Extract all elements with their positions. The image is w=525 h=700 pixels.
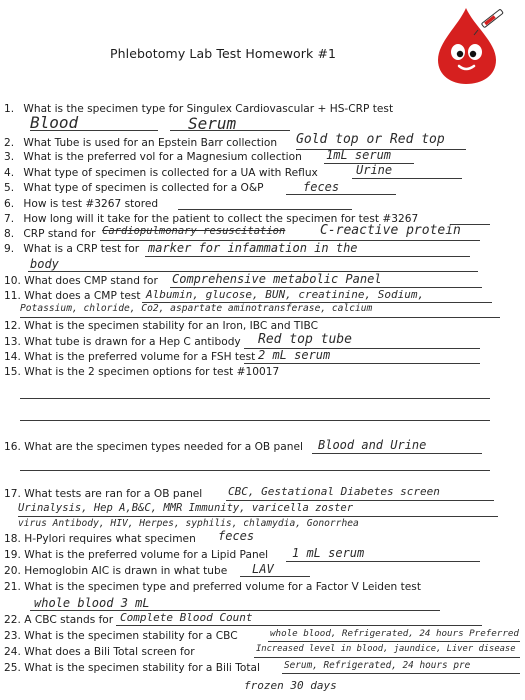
page-title: Phlebotomy Lab Test Homework #1 [110,46,337,61]
answer-line [20,470,490,471]
answer-20: LAV [252,562,274,576]
answer-9a: marker for infammation in the [148,241,358,255]
question-6: 6. How is test #3267 stored [4,198,159,210]
answer-line [286,194,396,195]
answer-1b: Serum [188,114,237,133]
answer-23: whole blood, Refrigerated, 24 hours Preferred [270,628,519,639]
answer-24: Increased level in blood, jaundice, Liver disease [256,644,516,654]
question-19: 19. What is the preferred volume for a Lipid Panel [4,549,269,561]
answer-line [282,673,520,674]
answer-4: Urine [356,163,393,177]
question-18: 18. H-Pylori requires what specimen [4,533,196,545]
answer-17b: Urinalysis, Hep A,B&C, MMR Immunity, varicella zoster [18,502,354,514]
answer-25a: Serum, Refrigerated, 24 hours pre [284,660,471,671]
question-22: 22. A CBC stands for [4,614,114,626]
answer-3: 1mL serum [326,148,392,162]
question-5: 5. What type of specimen is collected for a O&P [4,182,264,194]
answer-17a: CBC, Gestational Diabetes screen [228,485,440,498]
question-7: 7. How long will it take for the patient to collect the specimen for test #3267 [4,213,419,225]
answer-22: Complete Blood Count [120,611,253,624]
answer-11b: Potassium, chloride, Co2, aspartate aminotransferase, calcium [20,303,373,314]
answer-line [20,317,500,318]
answer-18: feces [218,529,255,543]
answer-line [30,130,158,131]
blood-drop-character-icon [428,2,508,86]
answer-21: whole blood 3 mL [34,596,150,610]
question-9: 9. What is a CRP test for [4,243,140,255]
answer-line [240,576,310,577]
answer-2: Gold top or Red top [296,132,445,147]
question-3: 3. What is the preferred vol for a Magnesium collection [4,151,302,163]
answer-line [178,209,352,210]
answer-line [145,256,470,257]
answer-line [170,130,290,131]
answer-1a: Blood [30,113,79,132]
question-24: 24. What does a Bili Total screen for [4,646,195,658]
answer-10: Comprehensive metabolic Panel [172,272,382,286]
answer-line [20,398,490,399]
question-20: 20. Hemoglobin AIC is drawn in what tube [4,565,228,577]
question-1: 1. What is the specimen type for Singulex Cardiovascular + HS-CRP test [4,103,394,115]
answer-8: C-reactive protein [320,223,461,238]
answer-line [244,363,480,364]
answer-16: Blood and Urine [318,438,427,452]
answer-25b: frozen 30 days [244,679,337,692]
answer-line [18,516,498,517]
answer-8-struck: Cardiopulmonary resuscitation [102,225,286,237]
answer-line [116,625,482,626]
question-17: 17. What tests are ran for a OB panel [4,488,203,500]
answer-19: 1 mL serum [292,546,365,560]
question-21: 21. What is the specimen type and preferred volume for a Factor V Leiden test [4,581,421,593]
answer-17c: virus Antibody, HIV, Herpes, syphilis, chlamydia, Gonorrhea [18,518,359,529]
answer-9b: body [30,257,59,271]
question-10: 10. What does CMP stand for [4,275,158,287]
question-12: 12. What is the specimen stability for an Iron, IBC and TIBC [4,320,319,332]
answer-line [286,561,480,562]
question-4: 4. What type of specimen is collected for a UA with Reflux [4,167,318,179]
answer-13: Red top tube [258,332,352,347]
question-14: 14. What is the preferred volume for a FSH test [4,351,256,363]
question-25: 25. What is the specimen stability for a Bili Total [4,662,260,674]
answer-line [226,500,494,501]
answer-line [312,453,482,454]
answer-line [268,641,520,642]
question-16: 16. What are the specimen types needed for a OB panel [4,441,303,453]
answer-14: 2 mL serum [258,348,331,362]
question-11: 11. What does a CMP test [4,290,141,302]
answer-11a: Albumin, glucose, BUN, creatinine, Sodium, [146,288,425,301]
question-2: 2. What Tube is used for an Epstein Barr collection [4,137,278,149]
question-23: 23. What is the specimen stability for a CBC [4,630,238,642]
answer-line [254,657,520,658]
question-15: 15. What is the 2 specimen options for test #10017 [4,366,280,378]
question-8: 8. CRP stand for [4,228,96,240]
answer-line [20,420,490,421]
answer-line [352,178,462,179]
answer-5: feces [303,180,340,194]
question-13: 13. What tube is drawn for a Hep C antibody [4,336,241,348]
